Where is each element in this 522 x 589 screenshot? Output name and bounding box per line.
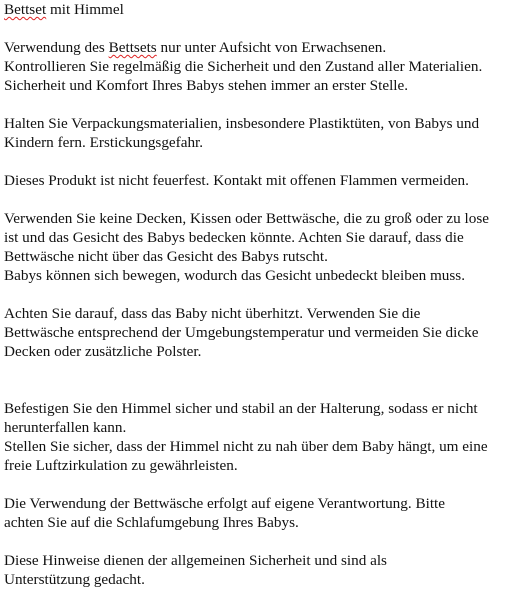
paragraph-general-note: Diese Hinweise dienen der allgemeinen Sicherheit und sind als Unterstützung gedacht. (4, 552, 387, 588)
paragraph-text: nur unter Aufsicht von Erwachsenen. (156, 39, 387, 56)
paragraph-gap (4, 475, 520, 494)
paragraph-gap (4, 19, 520, 38)
spellcheck-marked-word: Bettsets (108, 39, 157, 56)
paragraph-gap (4, 285, 520, 304)
document-body (4, 0, 520, 589)
paragraph-fire-warning: Dieses Produkt ist nicht feuerfest. Kontakt mit offenen Flammen vermeiden. (4, 172, 469, 189)
paragraph-supervision (4, 38, 520, 57)
paragraph-gap (4, 361, 520, 399)
paragraph-responsibility: Die Verwendung der Bettwäsche erfolgt auf eigene Verantwortung. Bitte achten Sie auf die Schlafumgebung Ihres Babys. (4, 495, 445, 531)
document-title-rest: mit Himmel (46, 1, 124, 18)
document-title (4, 0, 520, 19)
paragraph-safety-first: Sicherheit und Komfort Ihres Babys stehen immer an erster Stelle. (4, 77, 409, 94)
paragraph-canopy-mounting: Befestigen Sie den Himmel sicher und stabil an der Halterung, sodass er nicht herunterfallen kann. Stellen Sie sicher, dass der Himmel nicht zu nah über dem Baby hängt, um eine freie Luftzirkulation zu gewährleisten. (4, 400, 488, 474)
paragraph-text: Verwendung des (4, 39, 109, 56)
paragraph-check-materials: Kontrollieren Sie regelmäßig die Sicherheit und den Zustand aller Materialien. (4, 58, 483, 75)
paragraph-overheating-warning: Achten Sie darauf, dass das Baby nicht überhitzt. Verwenden Sie die Bettwäsche entsprechend der Umgebungstemperatur und vermeiden Sie dicke Decken oder zusätzliche Polster. (4, 305, 479, 360)
paragraph-gap (4, 532, 520, 551)
paragraph-packaging-warning: Halten Sie Verpackungsmaterialien, insbesondere Plastiktüten, von Babys und Kindern fern. Erstickungsgefahr. (4, 115, 480, 151)
paragraph-gap (4, 95, 520, 114)
paragraph-gap (4, 190, 520, 209)
paragraph-bedding-warning: Verwenden Sie keine Decken, Kissen oder Bettwäsche, die zu groß oder zu lose ist und das Gesicht des Babys bedecken könnte. Achten Sie darauf, dass die Bettwäsche nicht über das Gesicht des Babys rutscht. Babys können sich bewegen, wodurch das Gesicht unbedeckt bleiben muss. (4, 210, 489, 284)
spellcheck-marked-word: Bettset (4, 1, 47, 18)
paragraph-gap (4, 152, 520, 171)
